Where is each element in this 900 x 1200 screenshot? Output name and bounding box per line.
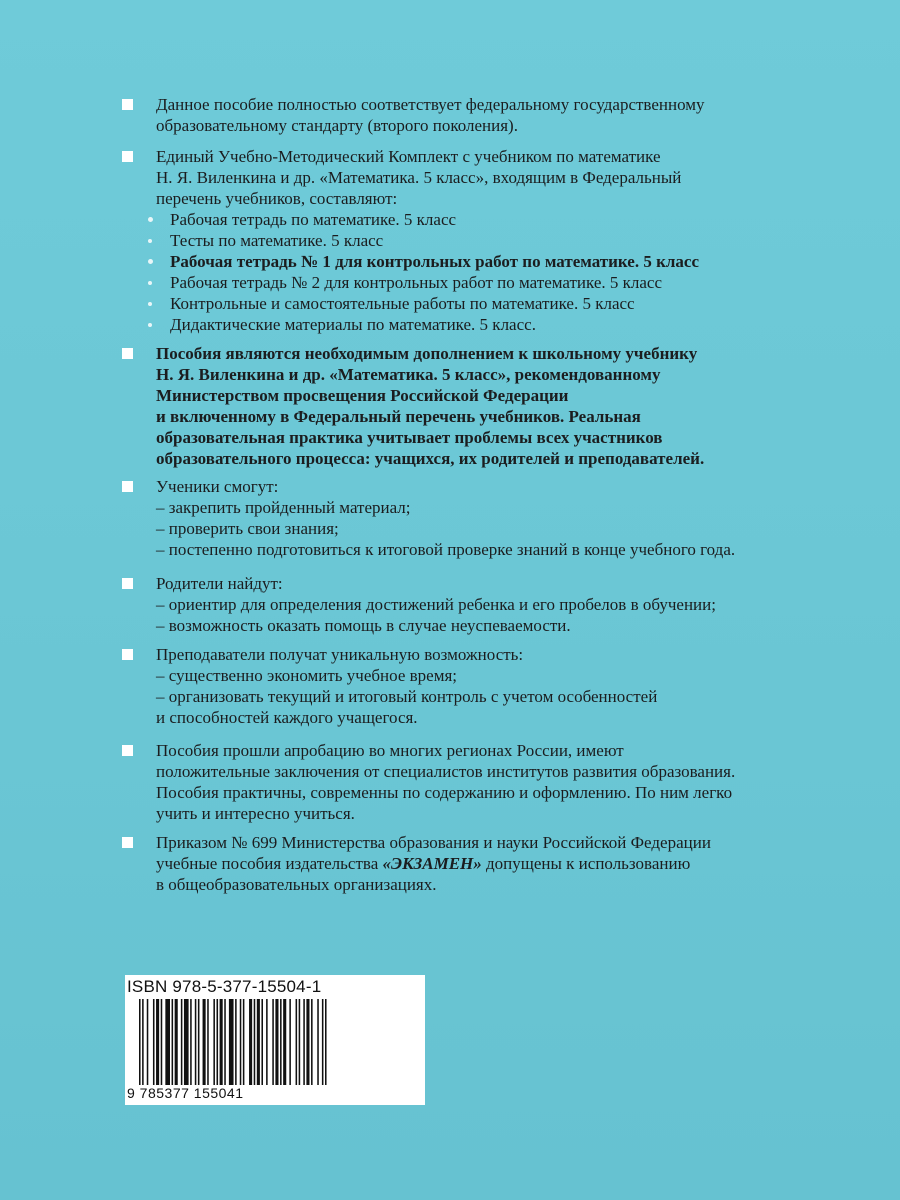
text-line: – ориентир для определения достижений ребенка и его пробелов в обучении;: [156, 595, 716, 614]
text-line: – закрепить пройденный материал;: [156, 498, 411, 517]
section-order: [122, 832, 822, 895]
list-item-highlighted: Рабочая тетрадь № 1 для контрольных работ по математике. 5 класс: [170, 251, 822, 272]
text-line: Приказом № 699 Министерства образования и науки Российской Федерации: [156, 833, 711, 852]
section-teachers: [122, 644, 822, 728]
section-textbook-supplement: [122, 343, 822, 469]
text-line: Данное пособие полностью соответствует федеральному государственному: [156, 95, 705, 114]
square-bullet-icon: [122, 745, 133, 756]
text-line: учить и интересно учиться.: [156, 804, 355, 823]
section-umk: [122, 146, 822, 335]
text-line: Преподаватели получат уникальную возможность:: [156, 645, 524, 664]
section-students: [122, 476, 822, 560]
list-item: Рабочая тетрадь по математике. 5 класс: [170, 209, 822, 230]
section-standard: [122, 94, 822, 136]
text-line: и способностей каждого учащегося.: [156, 708, 418, 727]
text-line: Пособия практичны, современны по содержанию и оформлению. По ним легко: [156, 783, 733, 802]
dot-bullet-icon: [148, 323, 152, 327]
isbn-barcode: [125, 975, 425, 1105]
list-item: Рабочая тетрадь № 2 для контрольных работ по математике. 5 класс: [170, 272, 822, 293]
barcode-icon: [139, 999, 411, 1085]
square-bullet-icon: [122, 649, 133, 660]
text-line: Единый Учебно-Методический Комплект с учебником по математике: [156, 147, 661, 166]
list-item: Контрольные и самостоятельные работы по математике. 5 класс: [170, 293, 822, 314]
text-line: Пособия прошли апробацию во многих регионах России, имеют: [156, 741, 624, 760]
text-line: Ученики смогут:: [156, 477, 279, 496]
text-line: образовательному стандарту (второго поколения).: [156, 116, 518, 135]
text-line: образовательного процесса: учащихся, их родителей и преподавателей.: [156, 449, 705, 468]
square-bullet-icon: [122, 151, 133, 162]
text-line: – организовать текущий и итоговый контроль с учетом особенностей: [156, 687, 658, 706]
section-parents: [122, 573, 822, 636]
text-line: Н. Я. Виленкина и др. «Математика. 5 класс», входящим в Федеральный: [156, 168, 682, 187]
text-line: положительные заключения от специалистов институтов развития образования.: [156, 762, 736, 781]
text-line: Н. Я. Виленкина и др. «Математика. 5 класс», рекомендованному: [156, 365, 661, 384]
dot-bullet-icon: [148, 217, 153, 222]
text-line: в общеобразовательных организациях.: [156, 875, 437, 894]
square-bullet-icon: [122, 348, 133, 359]
dot-bullet-icon: [148, 259, 153, 264]
text-line: образовательная практика учитывает проблемы всех участников: [156, 428, 663, 447]
text-line: – постепенно подготовиться к итоговой проверке знаний в конце учебного года.: [156, 540, 736, 559]
text-line: и включенному в Федеральный перечень учебников. Реальная: [156, 407, 641, 426]
square-bullet-icon: [122, 99, 133, 110]
square-bullet-icon: [122, 837, 133, 848]
list-item: Тесты по математике. 5 класс: [170, 230, 822, 251]
text-line: учебные пособия издательства «ЭКЗАМЕН» допущены к использованию: [156, 854, 691, 873]
square-bullet-icon: [122, 481, 133, 492]
publisher-name: «ЭКЗАМЕН»: [382, 854, 482, 873]
square-bullet-icon: [122, 578, 133, 589]
dot-bullet-icon: [148, 302, 152, 306]
dot-bullet-icon: [148, 239, 152, 243]
isbn-label: ISBN 978-5-377-15504-1: [127, 977, 322, 996]
text-line: – существенно экономить учебное время;: [156, 666, 457, 685]
barcode-digits: 9 785377 155041: [127, 1085, 244, 1101]
text-line: Министерством просвещения Российской Федерации: [156, 386, 569, 405]
text-line: – возможность оказать помощь в случае неуспеваемости.: [156, 616, 571, 635]
dot-bullet-icon: [148, 281, 152, 285]
text-line: Родители найдут:: [156, 574, 283, 593]
list-item: Дидактические материалы по математике. 5 класс.: [170, 314, 822, 335]
text-line: Пособия являются необходимым дополнением к школьному учебнику: [156, 344, 698, 363]
section-approbation: [122, 740, 822, 824]
text-line: – проверить свои знания;: [156, 519, 339, 538]
text-line: перечень учебников, составляют:: [156, 189, 398, 208]
